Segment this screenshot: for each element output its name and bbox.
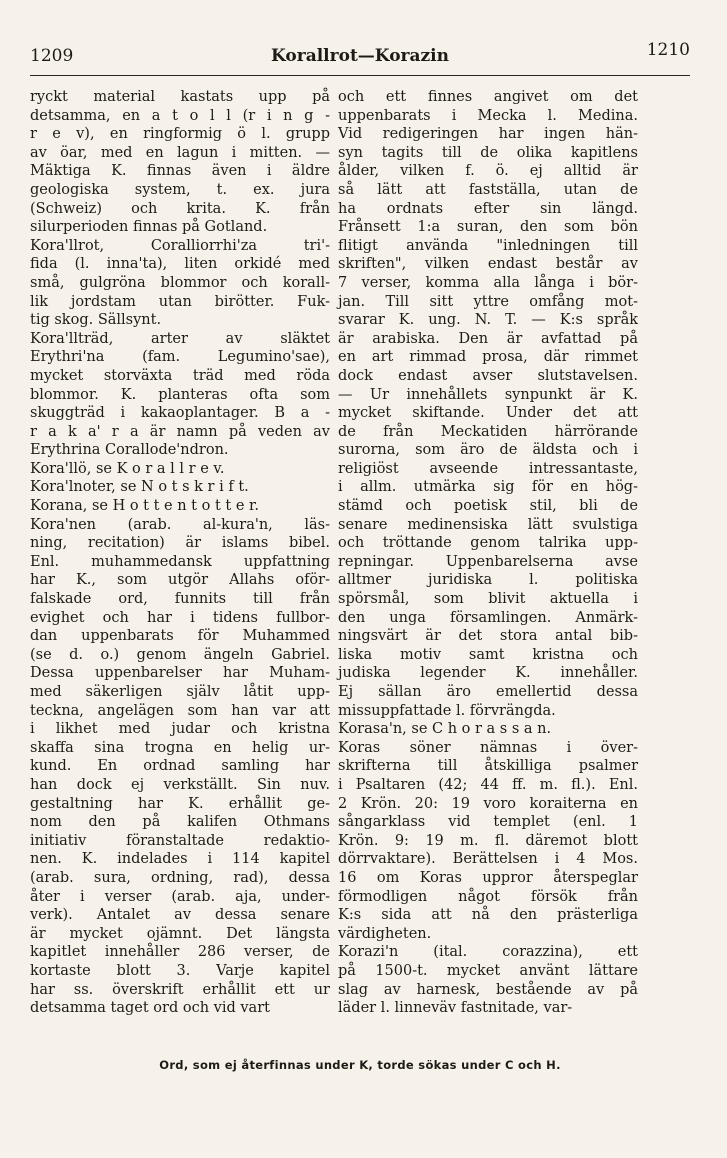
text-line: så lätt att fastställa, utan de [338,181,638,198]
left-column [30,88,330,1018]
text-line: den unga församlingen. Anmärk- [338,609,638,626]
text-line: 2 Krön. 20: 19 voro koraiterna en [338,795,638,812]
text-line: slag av harnesk, bestående av på [338,981,638,998]
text-line: dan uppenbarats för Muhammed [30,628,330,645]
text-line: ningsvärt är det stora antal bib- [338,628,638,645]
text-line: r a k a' r a är namn på veden av [30,423,330,440]
text-line: liska motiv samt kristna och [338,646,638,663]
text-line: har ss. överskrift erhållit ett ur [30,981,330,998]
text-line: skaffa sina trogna en helig ur- [30,739,330,756]
page-number-left: 1209 [30,46,74,66]
text-line: spörsmål, som blivit aktuella i [338,591,638,608]
text-line: Enl. muhammedansk uppfattning [30,553,330,570]
text-line: och ett finnes angivet om det [338,89,638,105]
page-title: Korallrot—Korazin [271,46,449,66]
text-line: (se d. o.) genom ängeln Gabriel. [30,646,330,663]
text-line: missuppfattade l. förvrängda. [338,702,556,719]
text-line: mycket storväxta träd med röda [30,367,330,384]
text-line: Koras söner nämnas i över- [338,739,638,756]
text-line: Korasa'n, se C h o r a s s a n. [338,721,552,738]
text-line: evighet och har i tidens fullbor- [30,609,330,626]
text-line: svarar K. ung. N. T. — K:s språk [338,312,638,329]
text-line: blommor. K. planteras ofta som [30,386,330,403]
text-line: stämd och poetisk stil, bli de [338,498,638,515]
text-line: är arabiska. Den är avfattad på [338,330,638,347]
text-line: i Psaltaren (42; 44 ff. m. fl.). Enl. [338,776,638,793]
text-line: Erythrina Corallode'ndron. [30,442,229,459]
text-line: lik jordstam utan birötter. Fuk- [30,293,330,310]
text-line: små, gulgröna blommor och korall- [30,274,330,291]
text-line: detsamma taget ord och vid vart [30,1000,270,1017]
text-line: Mäktiga K. finnas även i äldre [30,163,330,180]
text-line: (arab. sura, ordning, rad), dessa [30,869,330,886]
footer-note: Ord, som ej återfinnas under K, torde sökas under C och H. [159,1058,561,1072]
text-line: värdigheten. [338,925,432,942]
text-line: Kora'nen (arab. al-kura'n, läs- [30,516,330,533]
text-line: är mycket ojämnt. Det längsta [30,925,330,942]
text-line: skrifterna till åtskilliga psalmer [338,758,638,775]
text-line: och tröttande genom talrika upp- [338,535,638,552]
text-line: mycket skiftande. Under det att [338,405,638,422]
text-line: (Schweiz) och krita. K. från [30,200,330,217]
text-line: religiöst avseende intressantaste, [338,460,638,477]
text-line: Korana, se H o t t e n t o t t e r. [30,498,259,515]
text-line: verk). Antalet av dessa senare [30,907,330,924]
text-line: 16 om Koras uppror återspeglar [338,869,638,886]
text-line: sångarklass vid templet (enl. 1 [338,814,638,831]
text-line: initiativ föranstaltade redaktio- [30,832,330,849]
text-line: med säkerligen själv låtit upp- [30,684,330,700]
header-rule [30,75,690,76]
text-line: Dessa uppenbarelser har Muham- [30,665,330,682]
text-line: ålder, vilken f. ö. ej alltid är [338,163,638,180]
text-line: han dock ej verkställt. Sin nuv. [30,776,330,793]
text-line: K:s sida att nå den prästerliga [338,907,638,924]
text-line: förmodligen något försök från [338,888,638,905]
text-line: Kora'llrot, Coralliorrhi'za tri'- [30,237,330,254]
text-line: skriften", vilken endast består av [338,256,638,273]
text-line: Korazi'n (ital. corazzina), ett [338,944,638,961]
text-line: jan. Till sitt yttre omfång mot- [338,293,638,310]
text-line: åter i verser (arab. aja, under- [30,888,330,905]
text-line: 7 verser, komma alla långa i bör- [338,274,638,291]
text-line: nen. K. indelades i 114 kapitel [30,851,330,868]
text-line: har K., som utgör Allahs oför- [30,572,330,589]
right-column [338,88,638,1018]
page-number-right: 1210 [646,40,690,60]
text-line: Kora'llö, se K o r a l l r e v. [30,460,225,477]
text-line: dörrvaktare). Berättelsen i 4 Mos. [338,851,638,868]
text-line: i allm. utmärka sig för en hög- [338,479,638,496]
text-line: tig skog. Sällsynt. [30,312,162,329]
text-line: dock endast avser slutstavelsen. [338,367,638,384]
text-line: Vid redigeringen har ingen hän- [338,126,638,143]
text-line: senare medinensiska lätt svulstiga [338,516,638,533]
text-line: ning, recitation) är islams bibel. [30,535,330,552]
text-line: silurperioden finnas på Gotland. [30,219,268,236]
text-line: ha ordnats efter sin längd. [338,200,638,217]
text-line: flitigt använda "inledningen till [338,237,638,254]
text-line: teckna, angelägen som han var att [30,702,330,719]
text-line: av öar, med en lagun i mitten. — [30,144,330,161]
text-line: Kora'llträd, arter av släktet [30,330,330,347]
text-line: surorna, som äro de äldsta och i [338,442,638,459]
text-line: gestaltning har K. erhållit ge- [30,795,330,812]
text-line: uppenbarats i Mecka l. Medina. [338,107,638,124]
text-line: Krön. 9: 19 m. fl. däremot blott [338,832,638,849]
text-line: judiska legender K. innehåller. [338,665,638,682]
text-line: i likhet med judar och kristna [30,721,330,738]
text-line: falskade ord, funnits till från [30,591,330,608]
text-line: skuggträd i kakaoplantager. B a - [30,405,330,422]
text-line: r e v), en ringformig ö l. grupp [30,126,330,143]
text-line: kapitlet innehåller 286 verser, de [30,944,330,961]
text-line: en art rimmad prosa, där rimmet [338,349,638,366]
text-line: detsamma, en a t o l l (r i n g - [30,107,330,124]
text-line: de från Meckatiden härrörande [338,423,638,440]
text-line: geologiska system, t. ex. jura [30,181,330,198]
text-line: alltmer juridiska l. politiska [338,572,638,589]
text-line: kortaste blott 3. Varje kapitel [30,962,330,979]
text-line: — Ur innehållets synpunkt är K. [338,386,638,403]
text-line: på 1500-t. mycket använt lättare [338,962,638,979]
text-line: Ej sällan äro emellertid dessa [338,684,638,700]
text-line: nom den på kalifen Othmans [30,814,330,831]
text-line: syn tagits till de olika kapitlens [338,144,638,161]
text-line: fida (l. inna'ta), liten orkidé med [30,256,330,273]
text-line: Erythri'na (fam. Legumino'sae), [30,349,330,366]
text-line: läder l. linneväv fastnitade, var- [338,1000,573,1017]
page-header [30,40,690,74]
text-line: Frånsett 1:a suran, den som bön [338,219,638,236]
text-line: ryckt material kastats upp på [30,89,330,105]
text-line: kund. En ordnad samling har [30,758,330,775]
text-line: repningar. Uppenbarelserna avse [338,553,638,570]
text-line: Kora'lnoter, se N o t s k r i f t. [30,479,249,496]
